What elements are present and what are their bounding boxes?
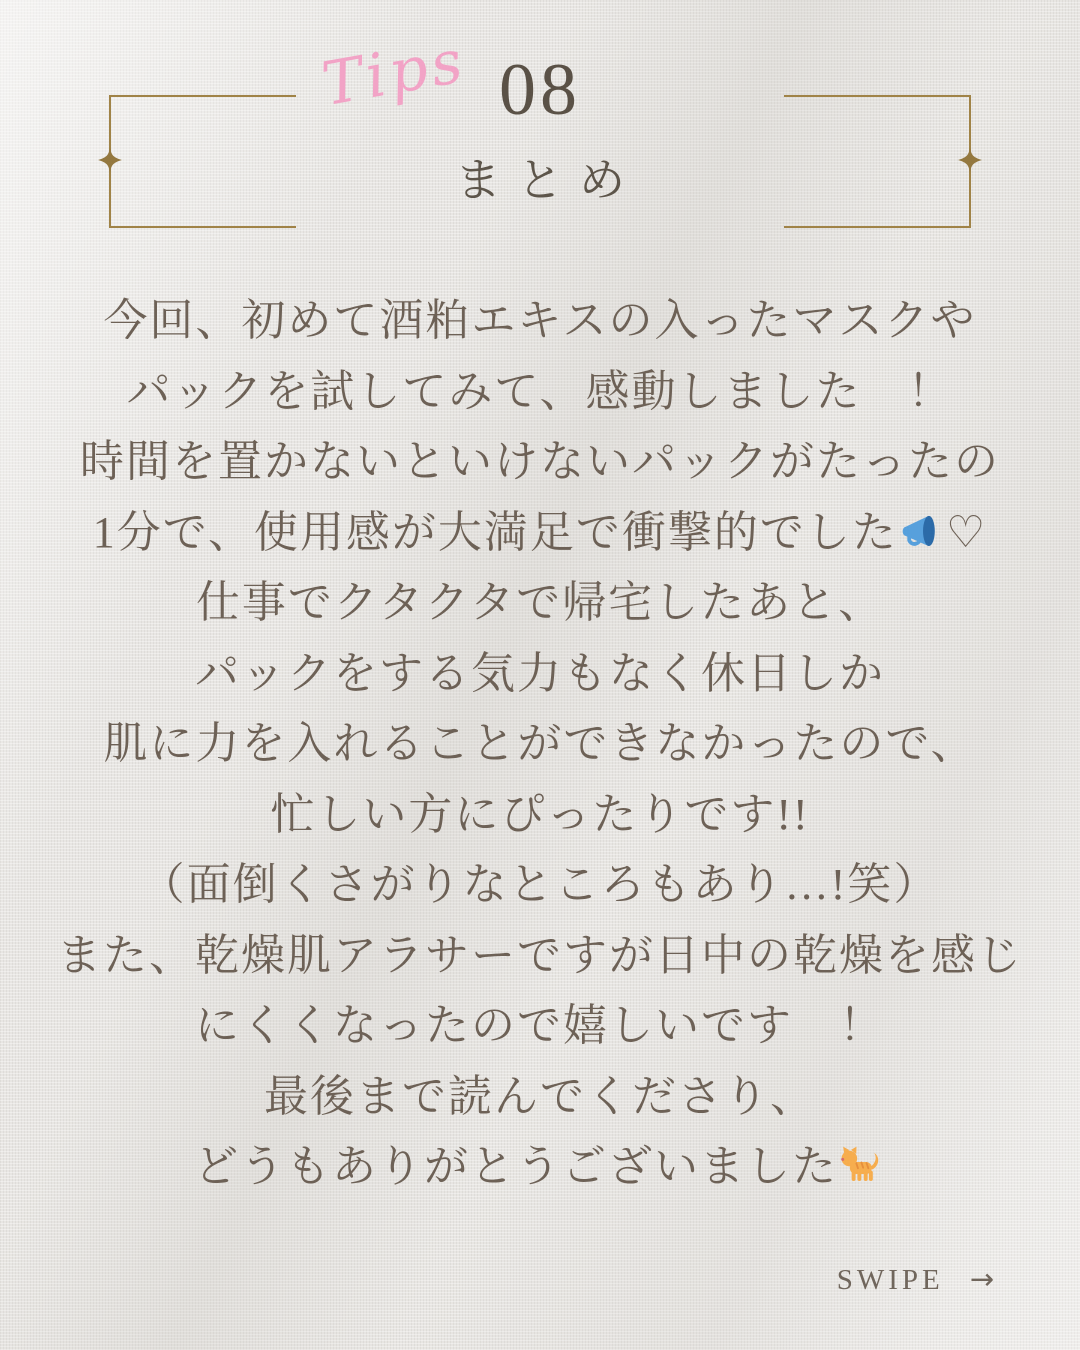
body-line — [40, 498, 1040, 569]
tips-script-label: Tips — [317, 25, 472, 121]
body-line: 忙しい方にぴったりです!! — [270, 789, 810, 839]
swipe-label: SWIPE — [836, 1264, 944, 1296]
body-line — [40, 1132, 1040, 1203]
body-line: 今回、初めて酒粕エキスの入ったマスクや — [103, 296, 977, 345]
body-line-text: 1分で、使用感が大満足で衝撃的でした — [92, 507, 898, 557]
body-line: （面倒くさがりなところもあり…!笑） — [140, 860, 940, 909]
body-line-text: どうもありがとうございました — [194, 1142, 838, 1191]
body-line: 最後まで読んでくださり、 — [264, 1071, 816, 1121]
body-text — [40, 286, 1040, 1203]
body-line: 時間を置かないといけないパックがたったの — [80, 437, 1000, 486]
cat-icon — [839, 1140, 885, 1186]
swipe-indicator — [837, 1262, 994, 1297]
body-line: 肌に力を入れることができなかったので、 — [103, 719, 977, 768]
body-line: パックをする気力もなく休日しか — [195, 648, 885, 698]
page-title: まとめ — [455, 155, 641, 206]
body-line: パックを試してみて、感動しました ！ — [126, 366, 954, 416]
page-number: 08 — [499, 49, 581, 131]
body-line: 仕事でクタクタで帰宅したあと、 — [195, 578, 885, 627]
megaphone-icon — [899, 506, 945, 552]
heart-suffix: ♡ — [945, 507, 988, 557]
arrow-right-icon: → — [969, 1262, 994, 1296]
body-line: また、乾燥肌アラサーですが日中の乾燥を感じ — [57, 930, 1023, 980]
body-line: にくくなったので嬉しいです ！ — [195, 1001, 885, 1050]
